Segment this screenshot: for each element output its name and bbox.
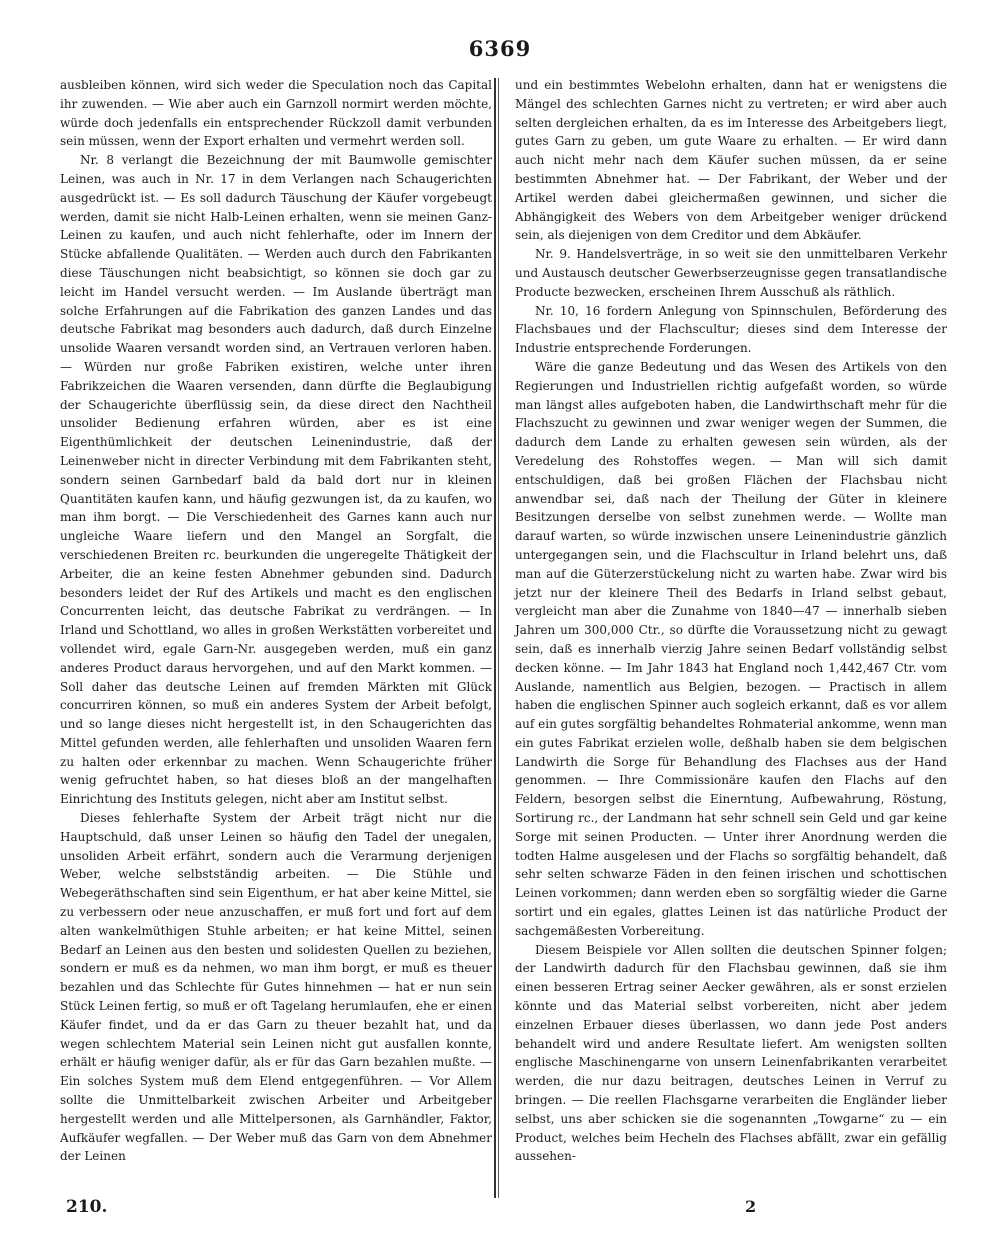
paragraph: Diesem Beispiele vor Allen sollten die deutschen Spinner folgen; der Landwirth dadurch für den Flachsbau gewinnen, daß sie ihm einen besseren Ertrag seiner Aecker gewähren, als er sonst erzielen könnte und das Material selbst vorbereiten, nicht aber jedem einzelnen Erbauer dieses überlassen, wo dann jede Post anders behandelt wird und andere Resultate liefert. Am wenigsten sollten englische Maschinengarne von unsern Leinenfabrikanten verarbeitet werden, die nur dazu beitragen, deutsches Leinen in Verruf zu bringen. — Die reellen Flachsgarne verarbeiten die Engländer lieber selbst, uns aber schicken sie die sogenannten „Towgarne“ zu — ein Product, welches beim Hecheln des Flachses abfällt, zwar ein gefällig aussehen-: [515, 942, 947, 1164]
paragraph: und ein bestimmtes Webelohn erhalten, dann hat er wenigstens die Mängel des schlechten Garnes nicht zu vertreten; er wird aber auch selten dergleichen erhalten, da es im Interesse des Arbeitgebers liegt, gutes Garn zu geben, um gute Waare zu erhalten. — Er wird dann auch nicht mehr nach dem Käufer suchen müssen, da er seine bestimmten Abnehmer hat. — Der Fabrikant, der Weber und der Artikel werden dabei gleichermaßen gewinnen, und sicher die Abhängigkeit des Webers von dem Arbeitgeber weniger drückend sein, als diejenigen von dem Creditor und dem Abkäufer.: [515, 78, 947, 243]
paragraph: Wäre die ganze Bedeutung und das Wesen des Artikels von den Regierungen und Industriellen richtig aufgefaßt worden, so würde man längst alles aufgeboten haben, die Landwirthschaft mehr für die Flachszucht zu gewinnen und zwar weniger wegen der Summen, die dadurch dem Lande zu erhalten gewesen sein würden, als der Veredelung des Rohstoffes wegen. — Man will sich damit entschuldigen, daß bei großen Flächen der Flachsbau nicht anwendbar sei, daß nach der Theilung der Güter in kleinere Besitzungen derselbe von selbst zunehmen werde. — Wollte man darauf warten, so würde inzwischen unsere Leinenindustrie gänzlich untergegangen sein, und die Flachscultur in Irland belehrt uns, daß man auf die Güterzerstückelung nicht zu warten habe. Zwar wird bis jetzt nur der kleinere Theil des Bedarfs in Irland selbst gebaut, vergleicht man aber die Zunahme von 1840—47 — innerhalb sieben Jahren um 300,000 Ctr., so dürfte die Voraussetzung nicht zu gewagt sein, daß es innerhalb vierzig Jahre seinen Bedarf vollständig selbst decken könne. — Im Jahr 1843 hat England noch 1,442,467 Ctr. vom Auslande, namentlich aus Belgien, bezogen. — Practisch in allem haben die englischen Spinner auch sogleich erkannt, daß es vor allem auf ein gutes sorgfältig behandeltes Rohmaterial ankomme, wenn man ein gutes Fabrikat erzielen wolle, deßhalb haben sie dem belgischen Landwirth die Sorge für Behandlung des Flachses aus der Hand genommen. — Ihre Commissionäre kaufen den Flachs auf den Feldern, besorgen selbst die Einerntung, Aufbewahrung, Röstung, Sortirung rc., der Landmann hat sehr schnell sein Geld und gar keine Sorge mit seinen Producten. — Unter ihrer Anordnung werden die todten Halme ausgelesen und der Flachs so sorgfältig behandelt, daß sehr selten schwarze Fäden in den feinen irischen und schottischen Leinen vorkommen; dann werden eben so sorgfältig wieder die Garne sortirt und ein egales, glattes Leinen ist das natürliche Product der sachgemäßesten Vorbereitung.: [515, 359, 947, 938]
paragraph: Nr. 10, 16 fordern Anlegung von Spinnschulen, Beförderung des Flachsbaues und der Flachscultur; dieses sind dem Interesse der Industrie entsprechende Forderungen.: [515, 303, 947, 356]
paragraph: Nr. 8 verlangt die Bezeichnung der mit Baumwolle gemischter Leinen, was auch in Nr. 17 in dem Verlangen nach Schaugerichten ausgedrückt ist. — Es soll dadurch Täuschung der Käufer vorgebeugt werden, damit sie nicht Halb-Leinen erhalten, wenn sie meinen Ganz-Leinen zu kaufen, und auch nicht fehlerhafte, oder im Innern der Stücke abfallende Qualitäten. — Werden auch durch den Fabrikanten diese Täuschungen nicht beabsichtigt, so können sie doch gar zu leicht im Handel versucht werden. — Im Auslande überträgt man solche Erfahrungen auf die Fabrikation des ganzen Landes und das deutsche Fabrikat mag besonders auch dadurch, daß durch Einzelne unsolide Waaren versandt worden sind, an Vertrauen verloren haben. — Würden nur große Fabriken existiren, welche unter ihren Fabrikzeichen die Waaren versenden, dann dürfte die Beglaubigung der Schaugerichte überflüssig sein, da diese direct den Nachtheil unsolider Bedienung erfahren würden, aber es ist eine Eigenthümlichkeit der deutschen Leinenindustrie, daß der Leinenweber nicht in directer Verbindung mit dem Fabrikanten steht, sondern seinen Garnbedarf bald da bald dort nur in kleinen Quantitäten kaufen kann, und häufig gezwungen ist, da zu kaufen, wo man ihm borgt. — Die Verschiedenheit des Garnes kann auch nur ungleiche Waare liefern und den Mangel an Sorgfalt, die verschiedenen Breiten rc. beurkunden die ungeregelte Thätigkeit der Arbeiter, die an keine festen Abnehmer gebunden sind. Dadurch besonders leidet der Ruf des Artikels und macht es den englischen Concurrenten leicht, das deutsche Fabrikat zu verdrängen. — In Irland und Schottland, wo alles in großen Werkstätten vorbereitet und vollendet wird, egale Garn-Nr. ausgegeben werden, muß ein ganz anderes Product daraus hervorgehen, und auf den Markt kommen. — Soll daher das deutsche Leinen auf fremden Märkten mit Glück concurriren können, so muß ein anderes System der Arbeit befolgt, und so lange dieses nicht hergestellt ist, in den Schaugerichten das Mittel gefunden werden, alle fehlerhaften und unsoliden Waaren fern zu halten oder erkennbar zu machen. Wenn Schaugerichte früher wenig gefruchtet haben, so hat dieses bloß an der mangelhaften Einrichtung des Instituts gelegen, nicht aber am Institut selbst.: [60, 153, 492, 807]
paragraph: Dieses fehlerhafte System der Arbeit trägt nicht nur die Hauptschuld, daß unser Leinen so häufig den Tadel der unegalen, unsoliden Arbeit erfährt, sondern auch die Verarmung derjenigen Weber, welche selbstständig arbeiten. — Die Stühle und Webegeräthschaften sind sein Eigenthum, er hat aber keine Mittel, sie zu verbessern oder neue anzuschaffen, er muß fort und fort auf dem alten wankelmüthigen Stuhle arbeiten; er hat keine Mittel, seinen Bedarf an Leinen aus den besten und solidesten Quellen zu beziehen, sondern er muß es da nehmen, wo man ihm borgt, er muß es theuer bezahlen und das Schlechte für Gutes hinnehmen — hat er nun sein Stück Leinen fertig, so muß er oft Tagelang herumlaufen, ehe er einen Käufer findet, und da er das Garn zu theuer bezahlt hat, und da wegen schlechtem Material sein Leinen nicht gut ausfallen konnte, erhält er häufig weniger dafür, als er für das Garn bezahlen mußte. — Ein solches System muß dem Elend entgegenführen. — Vor Allem sollte die Unmittelbarkeit zwischen Arbeiter und Arbeitgeber hergestellt werden und alle Mittelpersonen, als Garnhändler, Faktor, Aufkäufer wegfallen. — Der Weber muß das Garn von dem Abnehmer der Leinen: [60, 811, 492, 1164]
left-column: [60, 76, 492, 1166]
signature-mark: 2: [745, 1197, 757, 1216]
column-divider: [494, 78, 497, 1198]
column-divider: [498, 78, 500, 1198]
sheet-number: 210.: [66, 1197, 108, 1217]
paragraph: ausbleiben können, wird sich weder die Speculation noch das Capital ihr zuwenden. — Wie aber auch ein Garnzoll normirt werden möchte, würde doch jedenfalls ein entsprechender Rückzoll damit verbunden sein müssen, wenn der Export erhalten und vermehrt werden soll.: [60, 78, 492, 149]
right-column: [515, 76, 947, 1166]
page-number: 6369: [468, 36, 532, 61]
paragraph: Nr. 9. Handelsverträge, in so weit sie den unmittelbaren Verkehr und Austausch deutscher Gewerbserzeugnisse gegen transatlandische Producte bezwecken, erscheinen Ihrem Ausschuß als räthlich.: [515, 247, 947, 299]
